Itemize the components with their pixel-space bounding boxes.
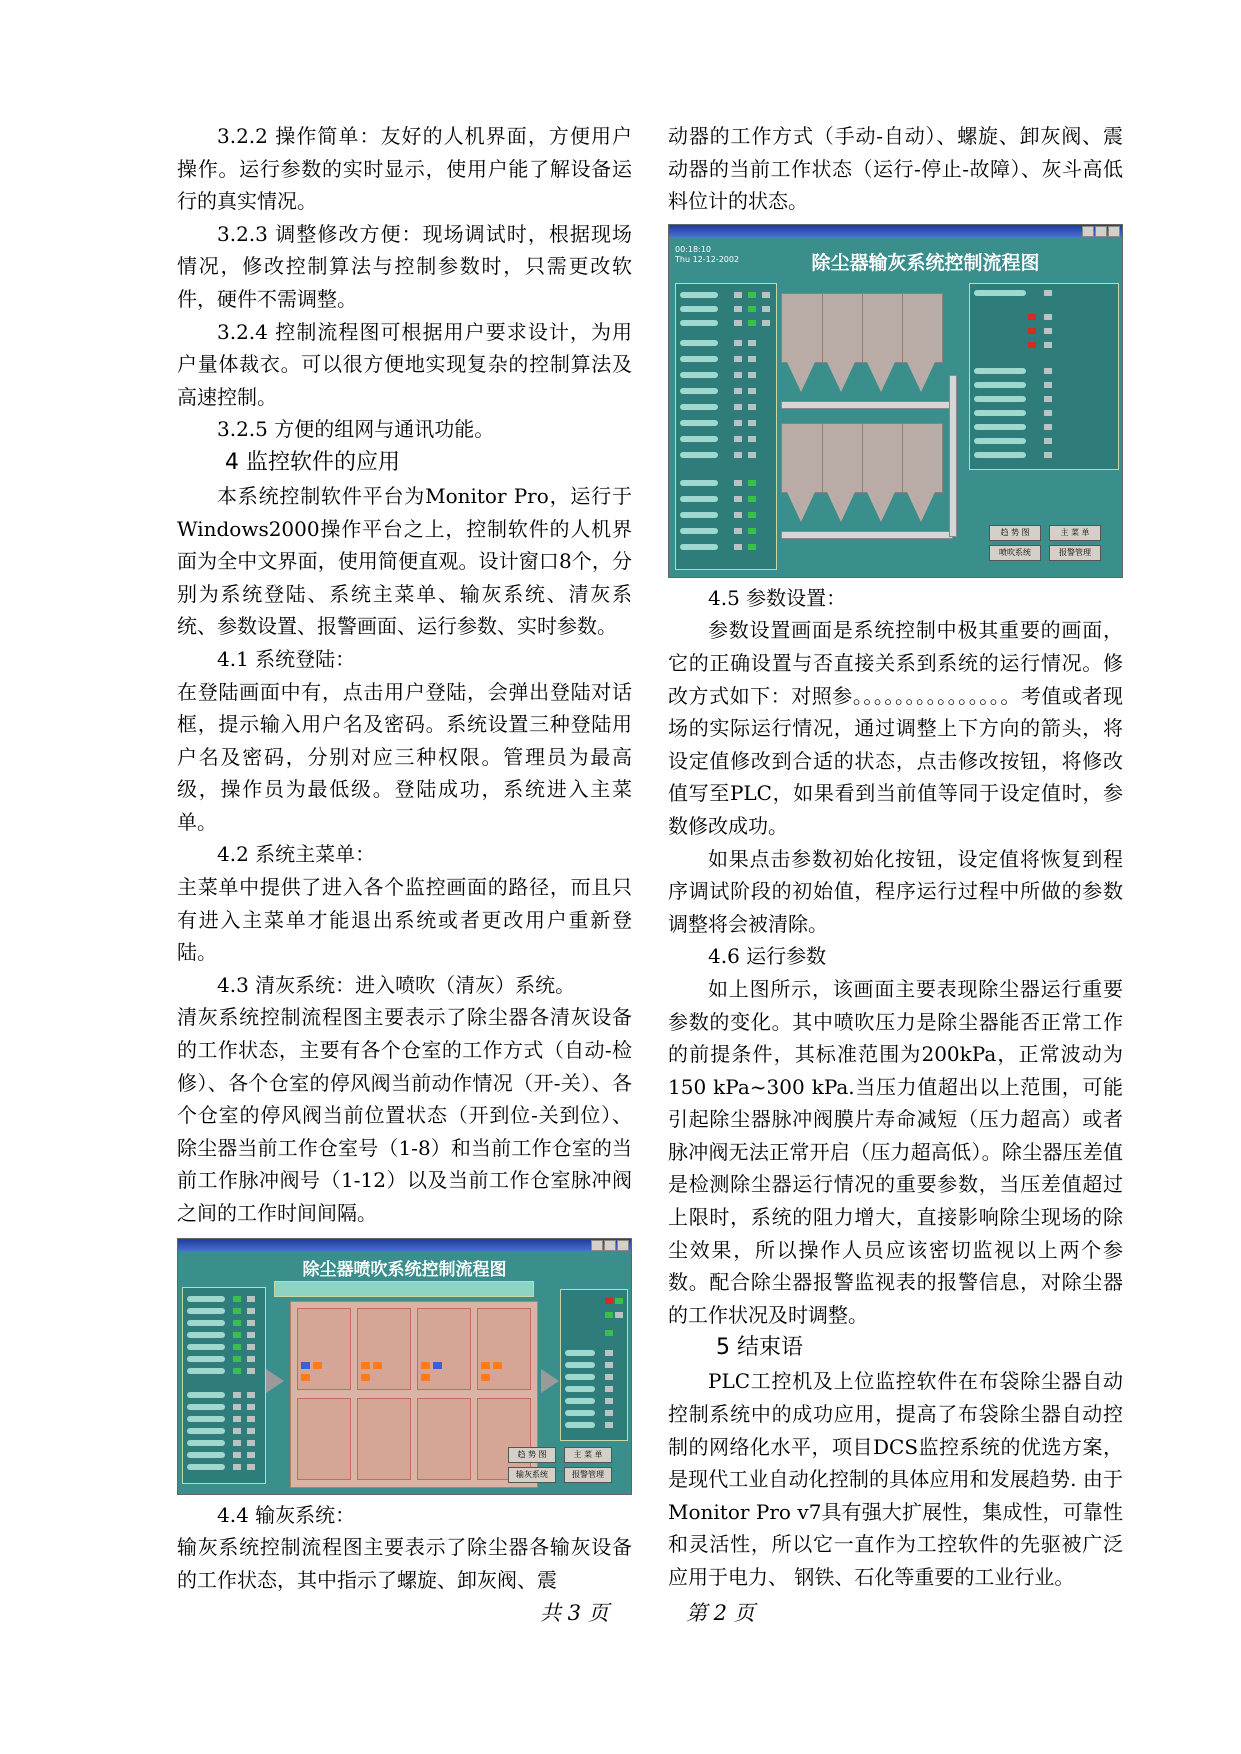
clock-time: 00:18:10: [675, 244, 711, 254]
ash-system-screenshot: [668, 224, 1123, 578]
maximize-icon: [604, 1240, 616, 1251]
para-3-2-3: 3.2.3 调整修改方便：现场调试时，根据现场情况，修改控制算法与控制参数时，只需更改软件，硬件不需调整。: [177, 221, 632, 311]
minimize-icon: [1082, 226, 1094, 237]
inlet-arrow-icon: [266, 1369, 284, 1393]
blowing-system-screenshot: [177, 1238, 632, 1495]
main-menu-button[interactable]: 主 菜 单: [564, 1447, 612, 1463]
clock-date: Thu 12-12-2002: [675, 254, 740, 264]
para-4-3: 清灰系统控制流程图主要表示了除尘器各清灰设备的工作状态，主要有各个仓室的工作方式（自动-检修）、各个仓室的停风阀当前动作情况（开-关）、各个仓室的停风阀当前位置状态（开到位-关到位）、除尘器当前工作仓室号（1-8）和当前工作仓室的当前工作脉冲阀号（1-12）以及当前工作仓室脉冲阀之间的工作时间间隔。: [177, 1005, 632, 1225]
ash-figure-title: 除尘器输灰系统控制流程图: [811, 251, 1040, 274]
para-3-2-4: 3.2.4 控制流程图可根据用户要求设计，为用户量体裁衣。可以很方便地实现复杂的控制算法及高速控制。: [177, 319, 632, 409]
subheading-4-1: 4.1 系统登陆：: [217, 646, 356, 671]
close-icon: [617, 1240, 629, 1251]
subheading-4-5: 4.5 参数设置：: [708, 585, 847, 610]
subheading-4-6: 4.6 运行参数: [708, 944, 827, 969]
outlet-arrow-icon: [541, 1369, 559, 1393]
para-4-1: 在登陆画面中有，点击用户登陆，会弹出登陆对话框，提示输入用户名及密码。系统设置三种登陆用户名及密码，分别对应三种权限。管理员为最高级，操作员为最低级。登陆成功，系统进入主菜单。: [177, 679, 632, 834]
para-4-4-cont: 动器的工作方式（手动-自动）、螺旋、卸灰阀、震动器的当前工作状态（运行-停止-故障）、灰斗高低料位计的状态。: [668, 124, 1123, 214]
para-4-6: 如上图所示，该画面主要表现除尘器运行重要参数的变化。其中喷吹压力是除尘器能否正常工作的前提条件，其标准范围为200kPa，正常波动为150 kPa~300 kPa.当压力值超出以上范围，可能引起除尘器脉冲阀膜片寿命减短（压力超高）或者脉冲阀无法正常开启（压力超高低）。除尘器压差值是检测除尘器运行情况的重要参数，当压差值超过上限时，系统的阻力增大，直接影响除尘现场的除尘效果，所以操作人员应该密切监视以上两个参数。配合除尘器报警监视表的报警信息，对除尘器的工作状况及时调整。: [668, 976, 1123, 1327]
para-3-2-5: 3.2.5 方便的组网与通讯功能。: [217, 417, 495, 442]
minimize-icon: [591, 1240, 603, 1251]
right-column: [668, 120, 1123, 1594]
close-icon: [1108, 226, 1120, 237]
window-titlebar: [178, 1239, 631, 1251]
ash-status-panel-left: [675, 283, 777, 570]
blow-status-panel-left: [182, 1287, 266, 1484]
para-section-5: PLC工控机及上位监控软件在布袋除尘器自动控制系统中的成功应用，提高了布袋除尘器自动控制的网络化水平，项目DCS监控系统的优选方案，是现代工业自动化控制的具体应用和发展趋势. 由于Monitor Pro v7具有强大扩展性，集成性，可靠性和灵活性，所以它一直作为工控软件的先驱被广泛应用于电力、 钢铁、石化等重要的工业行业。: [668, 1369, 1123, 1589]
vertical-pipe: [949, 375, 957, 537]
hopper-group-lower: [781, 423, 943, 493]
left-column: [177, 120, 632, 1596]
blow-status-panel-right: [560, 1289, 628, 1441]
trend-button[interactable]: 趋 势 图: [989, 525, 1041, 541]
page-total: 共 3 页: [540, 1601, 609, 1625]
window-titlebar: [669, 225, 1122, 237]
blow-info-bar: [274, 1281, 534, 1297]
alarm-button[interactable]: 报警管理: [1049, 545, 1101, 561]
maximize-icon: [1095, 226, 1107, 237]
alarm-button[interactable]: 报警管理: [564, 1467, 612, 1483]
ash-status-panel-right: [969, 283, 1119, 470]
subheading-4-3: 4.3 清灰系统：进入喷吹（清灰）系统。: [217, 972, 576, 997]
blowing-figure-title: 除尘器喷吹系统控制流程图: [302, 1259, 507, 1280]
main-menu-button[interactable]: 主 菜 单: [1049, 525, 1101, 541]
hopper-group-upper: [781, 293, 943, 363]
para-4-2: 主菜单中提供了进入各个监控画面的路径，而且只有进入主菜单才能退出系统或者更改用户重新登陆。: [177, 875, 632, 965]
blow-system-button[interactable]: 喷吹系统: [989, 545, 1041, 561]
para-4-5-b: 如果点击参数初始化按钮，设定值将恢复到程序调试阶段的初始值，程序运行过程中所做的参数调整将会被清除。: [668, 846, 1123, 936]
page-number: 第 2 页: [686, 1601, 755, 1625]
ash-system-button[interactable]: 输灰系统: [508, 1467, 556, 1483]
para-3-2-2: 3.2.2 操作简单：友好的人机界面，方便用户操作。运行参数的实时显示，使用户能了解设备运行的真实情况。: [177, 124, 632, 214]
screw-conveyor-lower: [781, 531, 953, 539]
para-section-4: 本系统控制软件平台为Monitor Pro，运行于Windows2000操作平台之上，控制软件的人机界面为全中文界面，使用简便直观。设计窗口8个，分别为系统登陆、系统主菜单、输灰系统、清灰系统、参数设置、报警画面、运行参数、实时参数。: [177, 483, 632, 639]
chamber-grid: [290, 1301, 538, 1488]
subheading-4-4: 4.4 输灰系统：: [217, 1502, 356, 1527]
trend-button[interactable]: 趋 势 图: [508, 1447, 556, 1463]
subheading-4-2: 4.2 系统主菜单：: [217, 842, 376, 867]
para-4-4: 输灰系统控制流程图主要表示了除尘器各输灰设备的工作状态，其中指示了螺旋、卸灰阀、震: [177, 1535, 632, 1592]
para-4-5: 参数设置画面是系统控制中极其重要的画面，它的正确设置与否直接关系到系统的运行情况。修改方式如下：对照参。。。。。。。。。。。。。。。考值或者现场的实际运行情况，通过调整上下方向的箭头，将设定值修改到合适的状态，点击修改按钮，将修改值写至PLC，如果看到当前值等同于设定值时，参数修改成功。: [668, 618, 1123, 838]
section-4-heading: 4 监控软件的应用: [225, 449, 400, 475]
section-5-heading: 5 结束语: [716, 1335, 803, 1361]
screw-conveyor-upper: [781, 401, 953, 409]
